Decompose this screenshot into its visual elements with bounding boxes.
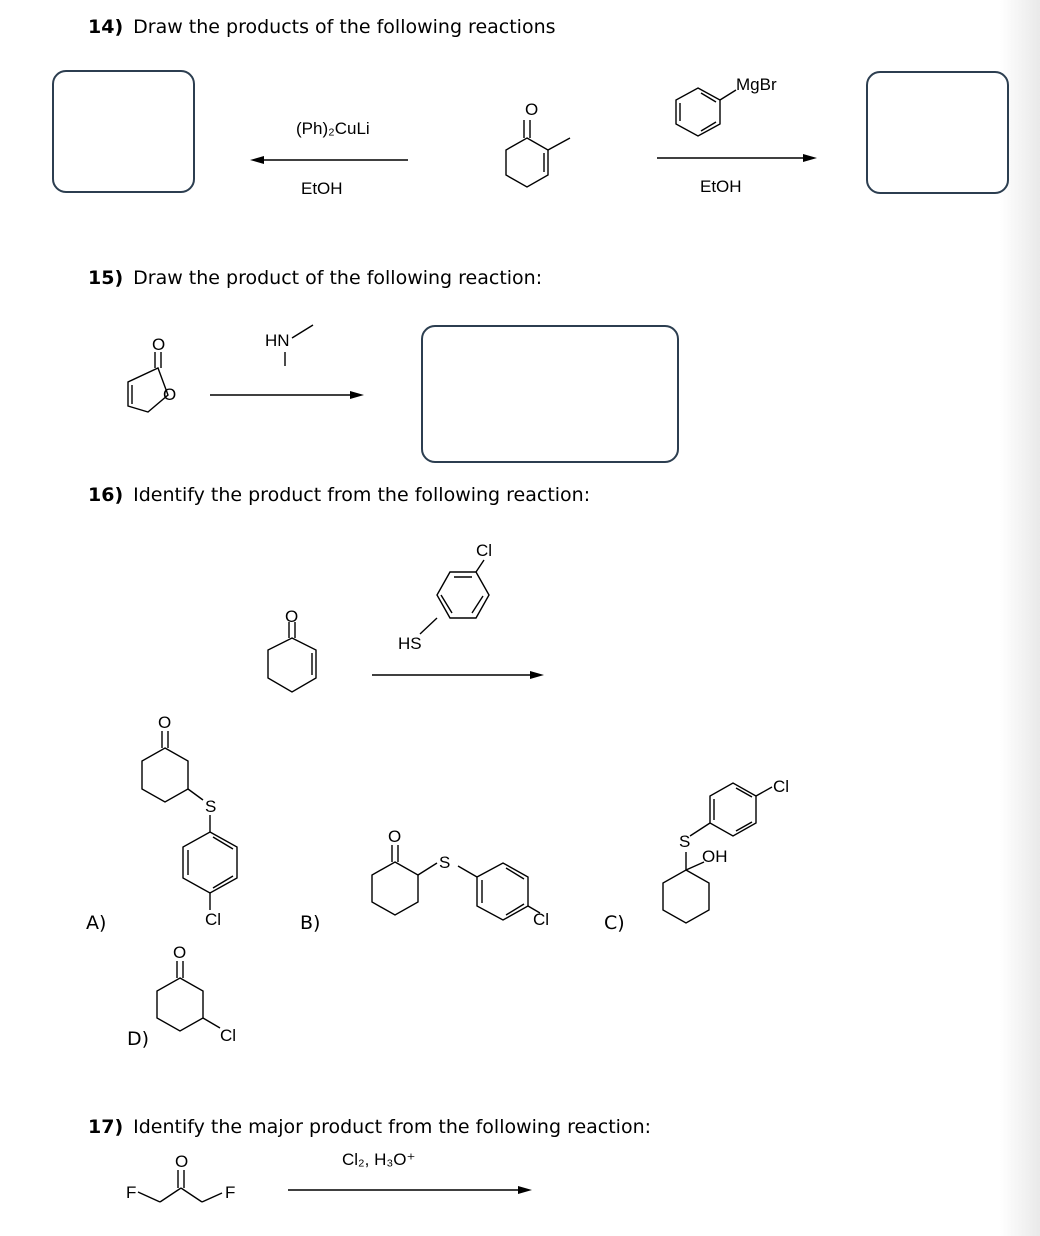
q16-cyclohexenone [268, 622, 316, 692]
q14-substrate-enone [506, 120, 570, 187]
option-c-sulfur: S [679, 832, 691, 851]
q15-carbonyl-oxygen: O [152, 335, 166, 354]
q15-ring-oxygen: O [163, 385, 177, 404]
option-b-letter[interactable]: B) [300, 912, 321, 934]
q14-left-solvent: EtOH [301, 179, 343, 198]
q14-right-reaction-arrow [657, 154, 817, 162]
option-d-oxygen: O [173, 943, 187, 962]
option-d-structure[interactable] [157, 961, 220, 1031]
q17-fluorine-left: F [126, 1183, 137, 1202]
question-15-number: 15) [88, 267, 124, 289]
question-14-prompt: Draw the products of the following reactions [133, 16, 556, 38]
option-b-oxygen: O [388, 827, 402, 846]
option-b-chlorine: Cl [533, 910, 550, 929]
question-15-prompt: Draw the product of the following reaction: [133, 267, 543, 289]
q16-reagent-hs: HS [398, 634, 422, 653]
q17-reagent: Cl₂, H₃O⁺ [342, 1150, 416, 1169]
q16-chlorothiophenol [420, 560, 489, 634]
option-c-chlorine: Cl [773, 777, 790, 796]
q14-cuprate-reagent: (Ph)₂CuLi [296, 119, 370, 138]
question-17-number: 17) [88, 1116, 124, 1138]
q14-carbonyl-oxygen: O [525, 100, 539, 119]
q17-fluorine-right: F [225, 1183, 236, 1202]
q14-right-solvent: EtOH [700, 177, 742, 196]
question-17-prompt: Identify the major product from the following reaction: [133, 1116, 652, 1138]
option-c-hydroxyl: OH [702, 847, 728, 866]
question-16-number: 16) [88, 484, 124, 506]
q15-furanone [128, 352, 168, 412]
q15-amine-bonds [285, 325, 313, 366]
q17-carbonyl-oxygen: O [175, 1152, 189, 1171]
q17-difluoroacetone [138, 1170, 222, 1202]
option-c-structure[interactable] [663, 783, 772, 923]
option-a-oxygen: O [158, 713, 172, 732]
option-a-sulfur: S [205, 797, 217, 816]
q16-reaction-arrow [372, 671, 544, 679]
option-a-chlorine: Cl [205, 910, 222, 929]
option-b-sulfur: S [439, 853, 451, 872]
option-c-letter[interactable]: C) [604, 912, 625, 934]
q14-grignard-mgbr: MgBr [736, 75, 777, 94]
question-16-prompt: Identify the product from the following reaction: [133, 484, 591, 506]
q16-enone-oxygen: O [285, 607, 299, 626]
option-b-structure[interactable] [372, 845, 540, 920]
option-a-letter[interactable]: A) [86, 912, 107, 934]
q17-reaction-arrow [288, 1186, 532, 1194]
question-14-number: 14) [88, 16, 124, 38]
option-d-chlorine: Cl [220, 1026, 237, 1045]
q15-amine-reagent: HN [265, 331, 290, 350]
q15-reaction-arrow [210, 391, 364, 399]
option-d-letter[interactable]: D) [127, 1028, 150, 1050]
q16-reagent-cl: Cl [476, 541, 493, 560]
q14-left-reaction-arrow [250, 156, 408, 164]
q14-grignard-phenyl [676, 88, 736, 136]
option-a-structure[interactable] [142, 731, 237, 910]
